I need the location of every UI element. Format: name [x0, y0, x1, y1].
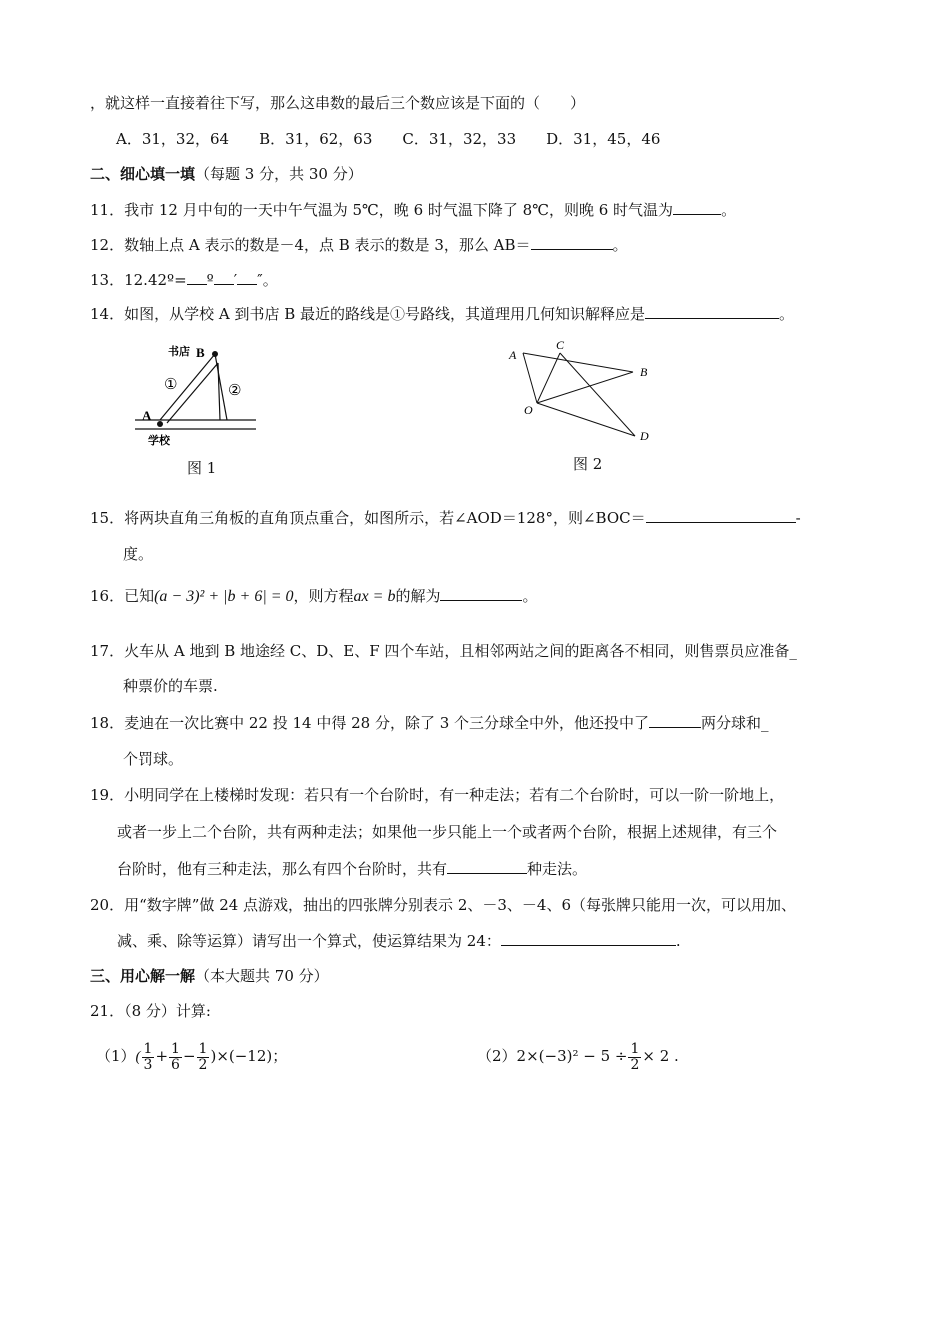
- question-13: [90, 270, 278, 290]
- q21-part2: [477, 1038, 679, 1078]
- q11-blank: [673, 200, 721, 215]
- fig2-label-c: C: [556, 338, 565, 352]
- fig2-line-ob: [537, 372, 633, 403]
- q21-p2-f-num: 1: [630, 1040, 640, 1057]
- q21-p1-f3-num: 1: [198, 1040, 208, 1057]
- fig2-line-ab: [523, 353, 633, 372]
- fig2-label-b: B: [640, 365, 648, 379]
- q15-cont: 度。: [123, 545, 154, 563]
- q21-p1-close: )×(−12)；: [210, 1047, 288, 1065]
- q13-blank-sec: [237, 270, 257, 285]
- q15-end: -: [795, 509, 801, 527]
- q19-blank: [447, 859, 527, 874]
- section2-title: 二、细心填一填: [90, 165, 196, 183]
- q21-p2-fraction: [628, 1042, 641, 1073]
- section2-header: [90, 164, 363, 184]
- q19-line3: 台阶时，他有三种走法，那么有四个台阶时，共有: [117, 860, 448, 878]
- fig1-route2-edge-a: [215, 354, 227, 420]
- q20-end: .: [675, 932, 681, 950]
- question-20-line2: [117, 931, 681, 951]
- q16-end: 。: [522, 587, 538, 605]
- fig2-label-a: A: [509, 348, 517, 362]
- q13-deg: º: [206, 271, 214, 289]
- q18-mid: 两分球和_: [701, 714, 769, 732]
- q16-blank: [440, 586, 522, 601]
- section3-note: （本大题共 70 分）: [195, 967, 329, 985]
- fig1-point-b: [212, 351, 218, 357]
- q13-text: 13．12.42º=: [90, 271, 187, 289]
- q11-end: 。: [721, 201, 737, 219]
- q21-p2-expr: 2×(−3)² − 5 ÷: [516, 1047, 628, 1065]
- fig2-caption: 图 2: [573, 455, 603, 473]
- q14-text: 14．如图，从学校 A 到书店 B 最近的路线是①号路线，其道理用几何知识解释应是: [90, 305, 646, 323]
- question-18: [90, 713, 769, 733]
- q16-mid: ，则方程: [293, 587, 354, 605]
- q16-suffix: 的解为: [395, 587, 441, 605]
- q13-blank-min: [214, 270, 234, 285]
- q12-blank: [531, 235, 613, 250]
- q21-p2-f-den: 2: [630, 1056, 640, 1073]
- q18-text: 18．麦迪在一次比赛中 22 投 14 中得 28 分，除了 3 个三分球全中外，他还投中了: [90, 714, 650, 732]
- fig1-route2-label: ②: [228, 381, 242, 399]
- q20-blank: [501, 931, 676, 946]
- section3-title: 三、用心解一解: [90, 967, 196, 985]
- question-14: [90, 304, 794, 324]
- fig1-label-b: B: [196, 345, 205, 360]
- fig1-caption: 图 1: [187, 459, 217, 477]
- q19-end: 种走法。: [527, 860, 588, 878]
- q11-text: 11．我市 12 月中旬的一天中午气温为 5℃，晚 6 时气温下降了 8℃，则晚 6 时气温为: [90, 201, 674, 219]
- fig1-store-label: 书店: [168, 345, 190, 358]
- q16-equation: (a − 3)² + |b + 6| = 0: [154, 588, 294, 605]
- q13-sec: ″。: [257, 271, 278, 289]
- q20-line2: 减、乘、除等运算）请写出一个算式，使运算结果为 24：: [117, 932, 501, 950]
- q16-prefix: 16．已知: [90, 587, 155, 605]
- question-15: [90, 508, 801, 528]
- q13-blank-deg: [187, 270, 207, 285]
- question-16: [90, 586, 537, 607]
- q15-blank: [646, 508, 796, 523]
- q16-equation-2: ax = b: [353, 588, 396, 605]
- q19-line2: 或者一步上二个台阶，共有两种走法；如果他一步只能上一个或者两个台阶，根据上述规律，有三个: [117, 823, 778, 841]
- section2-note: （每题 3 分，共 30 分）: [195, 165, 363, 183]
- question-12: [90, 235, 628, 255]
- q17-cont: 种票价的车票.: [123, 677, 218, 695]
- q12-text: 12．数轴上点 A 表示的数是－4，点 B 表示的数是 3，那么 AB＝: [90, 236, 531, 254]
- q21-p1-f1-num: 1: [143, 1040, 153, 1057]
- q18-cont: 个罚球。: [123, 750, 184, 768]
- q21-p2-end: × 2 .: [642, 1047, 679, 1065]
- fig1-school-label: 学校: [148, 434, 170, 447]
- question-11: [90, 200, 736, 220]
- q21-p1-f3-den: 2: [198, 1056, 208, 1073]
- q21-p2-label: （2）: [477, 1047, 517, 1065]
- q10-options: A．31，32，64 B．31，62，63 C．31，32，33 D．31，45，46: [116, 130, 661, 148]
- q14-blank: [645, 304, 779, 319]
- q21-p1-op1: +: [155, 1047, 169, 1065]
- fig1-route1-label: ①: [164, 375, 178, 393]
- fig2-label-o: O: [524, 403, 533, 417]
- fig2-line-oc: [537, 353, 560, 403]
- q21-p1-fraction-3: [197, 1042, 210, 1073]
- q18-blank: [649, 713, 701, 728]
- q21-p1-f2-num: 1: [171, 1040, 180, 1057]
- fig2-line-oa: [523, 353, 537, 403]
- figure-1: [130, 338, 265, 450]
- fig1-label-a: A: [142, 408, 152, 423]
- fig1-route2-edge-b: [218, 363, 220, 420]
- q21-text: 21．（8 分）计算:: [90, 1002, 211, 1020]
- q20-line1: 20．用“数字牌”做 24 点游戏，抽出的四张牌分别表示 2、－3、－4、6（每张牌只能用一次，可以用加、: [90, 896, 796, 914]
- q13-min: ′: [233, 271, 238, 289]
- q21-p1-f1-den: 3: [143, 1056, 153, 1073]
- q21-p1-fraction-1: [142, 1042, 155, 1073]
- fig1-point-a: [157, 421, 163, 427]
- q21-p1-label: （1）: [96, 1047, 136, 1065]
- q21-part1: [96, 1038, 287, 1078]
- q10-text: ，就这样一直接着往下写，那么这串数的最后三个数应该是下面的（ ）: [90, 94, 586, 112]
- q17-text: 17．火车从 A 地到 B 地途经 C、D、E、F 四个车站，且相邻两站之间的距离各不相同，则售票员应准备_: [90, 642, 797, 660]
- q21-p1-fraction-2: [169, 1042, 182, 1073]
- section3-header: [90, 966, 329, 986]
- figure-2: [505, 335, 660, 447]
- q15-text: 15．将两块直角三角板的直角顶点重合，如图所示，若∠AOD＝128°，则∠BOC＝: [90, 509, 646, 527]
- q12-end: 。: [612, 236, 628, 254]
- fig1-route1-edge-b: [167, 363, 218, 423]
- q21-p1-f2-den: 6: [171, 1056, 180, 1073]
- q21-p1-open: (: [135, 1049, 141, 1065]
- q14-end: 。: [779, 305, 795, 323]
- q19-line1: 19．小明同学在上楼梯时发现：若只有一个台阶时，有一种走法；若有二个台阶时，可以一阶一阶地上，: [90, 786, 785, 804]
- q21-p1-op2: −: [182, 1047, 196, 1065]
- fig2-label-d: D: [640, 429, 649, 443]
- question-19-line3: [117, 859, 587, 879]
